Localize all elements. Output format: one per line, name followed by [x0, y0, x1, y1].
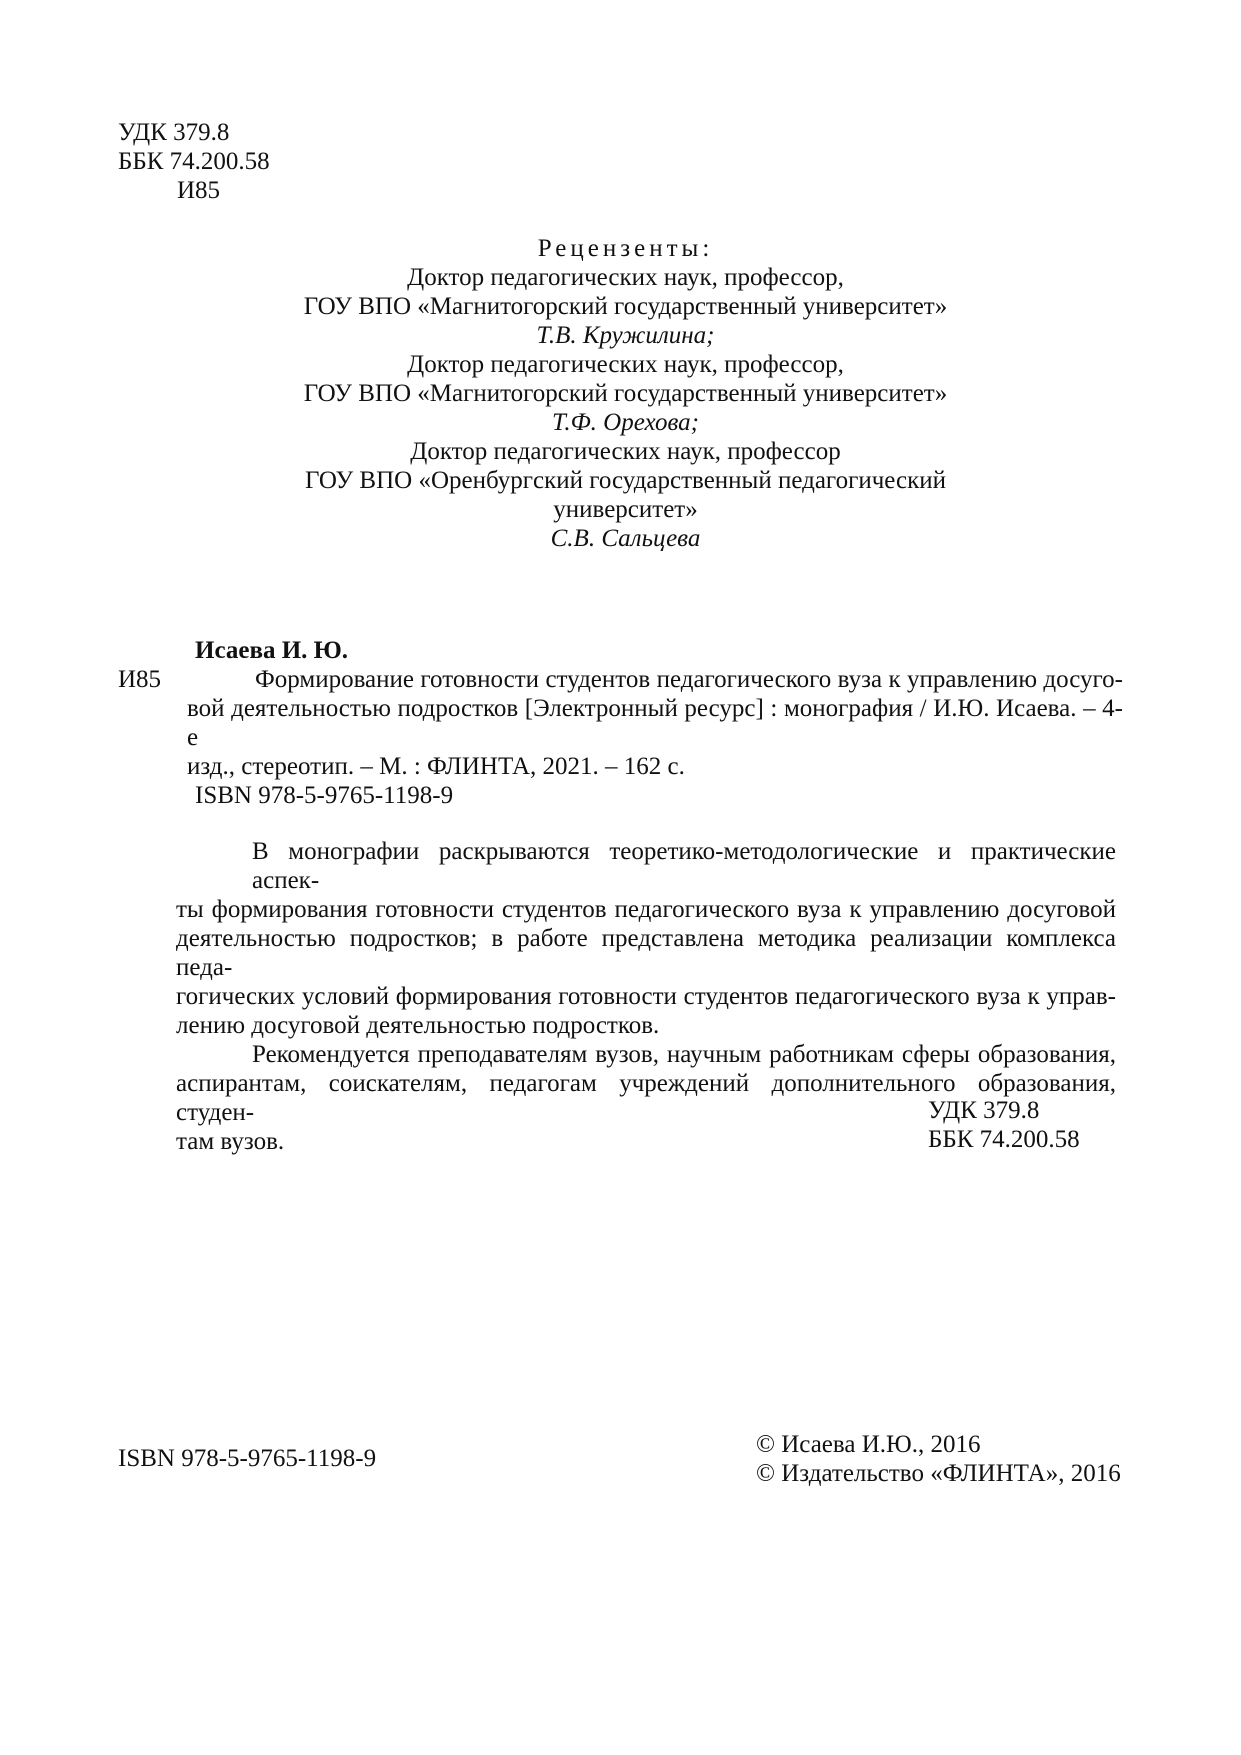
footer-isbn: ISBN 978-5-9765-1198-9 [118, 1445, 377, 1472]
udk-bottom: УДК 379.8 [928, 1097, 1040, 1124]
bbk-bottom: ББК 74.200.58 [928, 1126, 1080, 1153]
annotation-line: Рекомендуется преподавателям вузов, научным работникам сферы образования, [252, 1041, 1116, 1068]
reviewers-heading: Рецензенты: [537, 235, 714, 262]
author-code: И85 [118, 666, 162, 693]
annotation-line: В монографии раскрываются теоретико-методологические и практические аспек- [252, 838, 1116, 894]
reviewer-line: ГОУ ВПО «Оренбургский государственный педагогический [304, 467, 946, 494]
record-line: Формирование готовности студентов педагогического вуза к управлению досуго- [255, 666, 1123, 693]
reviewer-line: Доктор педагогических наук, профессор [410, 438, 841, 465]
author-code-top: И85 [177, 177, 221, 204]
reviewer-line: Доктор педагогических наук, профессор, [407, 351, 844, 378]
annotation-line: лению досуговой деятельностью подростков. [176, 1012, 660, 1039]
record-description [187, 665, 1123, 781]
bbk-top: ББК 74.200.58 [118, 148, 270, 175]
copyright-author: © Исаева И.Ю., 2016 [756, 1431, 981, 1458]
annotation-line: деятельностью подростков; в работе представлена методика реализации комплекса педа- [176, 925, 1116, 981]
reviewers-block [0, 234, 1241, 553]
record-isbn: ISBN 978-5-9765-1198-9 [195, 782, 454, 809]
reviewer-line: ГОУ ВПО «Магнитогорский государственный университет» [303, 380, 948, 407]
annotation-line: аспирантам, соискателям, педагогам учреждений дополнительного образования, студен- [176, 1070, 1116, 1126]
copyright-publisher: © Издательство «ФЛИНТА», 2016 [756, 1460, 1121, 1487]
annotation-line: ты формирования готовности студентов педагогического вуза к управлению досуговой [176, 896, 1116, 923]
record-line: изд., стереотип. – М. : ФЛИНТА, 2021. – 162 с. [187, 753, 685, 780]
annotation-line: гогических условий формирования готовности студентов педагогического вуза к управ- [176, 983, 1116, 1010]
udk-top: УДК 379.8 [118, 119, 230, 146]
author-heading: Исаева И. Ю. [195, 637, 349, 664]
reviewer-name: Т.Ф. Орехова; [552, 409, 699, 436]
annotation-line: там вузов. [176, 1128, 285, 1155]
reviewer-line: Доктор педагогических наук, профессор, [407, 264, 844, 291]
reviewer-line: ГОУ ВПО «Магнитогорский государственный университет» [303, 293, 948, 320]
record-line: вой деятельностью подростков [Электронный ресурс] : монография / И.Ю. Исаева. – 4-е [187, 695, 1123, 751]
reviewer-name: С.В. Сальцева [550, 525, 701, 552]
reviewer-line: университет» [553, 496, 698, 523]
reviewer-name: Т.В. Кружилина; [536, 322, 715, 349]
